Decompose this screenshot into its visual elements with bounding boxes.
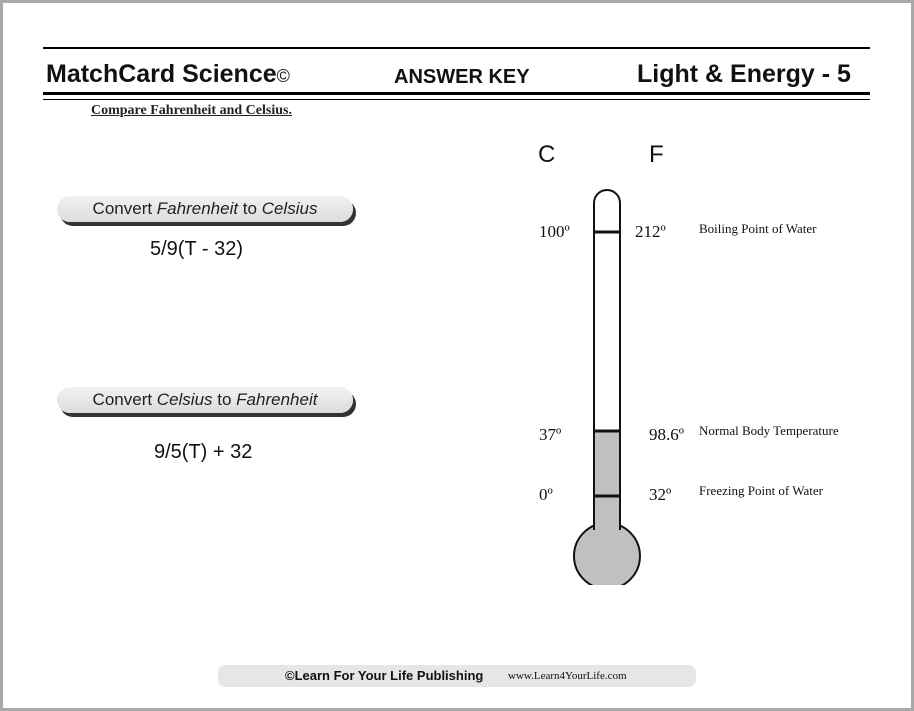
freezing-c: 0º (539, 485, 553, 504)
footer-publisher: ©Learn For Your Life Publishing (285, 668, 484, 683)
label-pre: Convert (92, 390, 157, 409)
footer-url: www.Learn4YourLife.com (508, 670, 627, 682)
label-mid: to (212, 390, 237, 409)
title-text: MatchCard Science (46, 60, 277, 88)
freezing-desc: Freezing Point of Water (699, 483, 823, 498)
boiling-f: 212º (635, 222, 666, 241)
label-mid: to (238, 199, 262, 218)
convert-c-to-f-label (57, 387, 353, 413)
f-to-c-formula: 5/9(T - 32) (150, 238, 243, 260)
body-desc: Normal Body Temperature (699, 423, 839, 438)
label-to: Fahrenheit (236, 390, 318, 409)
celsius-scale-letter: C (538, 141, 556, 168)
label-to: Celsius (261, 199, 318, 218)
copyright-mark: © (276, 66, 290, 86)
footer-bar (218, 665, 696, 687)
freezing-f: 32º (649, 485, 672, 504)
convert-f-to-c-label (57, 196, 353, 222)
body-f: 98.6º (649, 425, 685, 444)
worksheet-title (46, 60, 290, 89)
label-from: Fahrenheit (156, 199, 239, 218)
boiling-c: 100º (539, 222, 570, 241)
header-top-rule (43, 47, 870, 49)
boiling-desc: Boiling Point of Water (699, 221, 817, 236)
unit-label: Light & Energy - 5 (637, 60, 851, 88)
c-to-f-formula: 9/5(T) + 32 (154, 441, 253, 463)
header-bottom-rule (43, 92, 870, 95)
label-pre: Convert (92, 199, 157, 218)
bulb-neck-fill (595, 520, 619, 530)
answer-key-label: ANSWER KEY (394, 66, 530, 88)
instruction-text: Compare Fahrenheit and Celsius. (91, 103, 292, 118)
header-thin-rule (43, 99, 870, 100)
body-c: 37º (539, 425, 562, 444)
fahrenheit-scale-letter: F (649, 141, 664, 168)
thermometer (560, 185, 660, 585)
thermometer-bulb (574, 523, 640, 585)
label-from: Celsius (156, 390, 213, 409)
